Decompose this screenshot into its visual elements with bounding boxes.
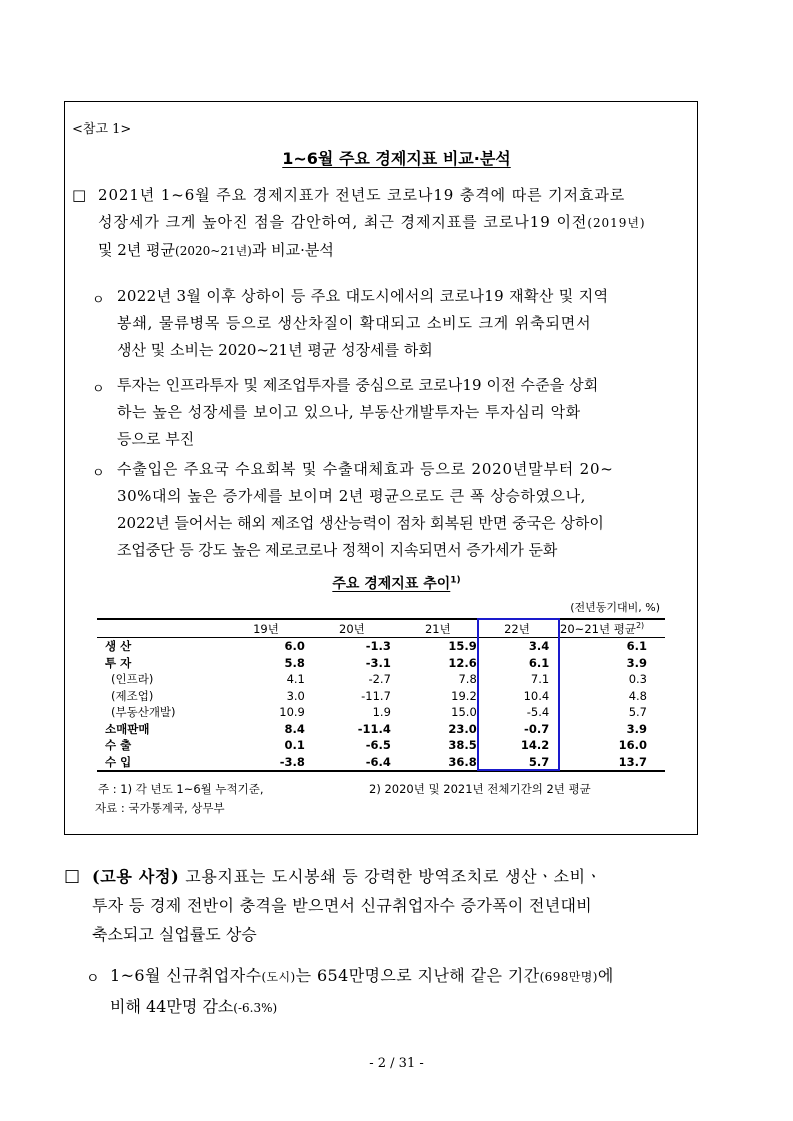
table-header-cell: 20년 [309,619,395,638]
table-cell: 8.4 [284,721,305,736]
table-row [97,754,665,772]
table-note-1: 주 : 1) 각 년도 1~6월 누적기준, [98,782,264,796]
table-note-2: 2) 2020년 및 2021년 전체기간의 2년 평균 [369,782,591,796]
table-header-cell [97,619,223,638]
table-row [97,671,665,688]
table-row [97,638,665,655]
table-cell: 19.2 [451,688,477,703]
table-cell: 23.0 [448,721,477,736]
table-cell: 4.8 [628,688,647,703]
table-cell: -6.4 [309,754,395,772]
table-cell: -3.8 [223,754,309,772]
table-header-cell: 19년 [223,619,309,638]
table-row [97,721,665,738]
table-title: 주요 경제지표 추이$^{1)}$ [332,575,461,592]
table-cell: -6.5 [365,738,391,753]
bullet-symbol: ㅇ [92,466,105,481]
table-unit: (전년동기대비, %) [570,601,660,614]
bullet-paragraph-1: 2022년 3월 이후 상하이 등 주요 대도시에서의 코로나19 재확산 및 지역 봉쇄, 물류병목 등으로 생산차질이 확대되고 소비도 크게 위축되면서 생산 및 소비는 2020~21년 평균 성장세를 하회 [117,287,609,359]
table-cell: 6.0 [284,639,305,654]
checkbox-symbol: □ [64,866,81,886]
row-label: 소매판매 [105,721,150,736]
box-title: 1~6월 주요 경제지표 비교·분석 [282,149,511,168]
table-header-cell: 21년 [395,619,481,638]
table-cell: 7.8 [458,672,477,687]
table-cell: 6.1 [626,639,647,654]
intro-paragraph: 2021년 1~6월 주요 경제지표가 전년도 코로나19 충격에 따른 기저효과로 성장세가 크게 높아진 점을 감안하여, 최근 경제지표를 코로나19 이전(2019년) 및 2년 평균(2020~21년)과 비교·분석 [98,186,646,259]
table-cell: 14.2 [520,738,550,753]
row-label: 수 입 [97,754,223,772]
bullet-paragraph-3: 수출입은 주요국 수요회복 및 수출대체효과 등으로 2020년말부터 20~ 30%대의 높은 증가세를 보이며 2년 평균으로도 큰 폭 상승하였으나, 2022년 들어서는 해외 제조업 생산능력이 점차 회복된 반면 중국은 상하이 조업중단 등 강도 높은 제로코로나 정책이 지속되면서 증가세가 둔화 [117,460,614,559]
employment-heading: (고용 사정) [92,867,180,886]
table-cell: -0.7 [524,721,550,736]
table-cell: 5.8 [284,655,305,670]
table-cell: 10.4 [523,688,550,703]
employment-paragraph: (고용 사정) 고용지표는 도시봉쇄 등 강력한 방역조치로 생산ㆍ소비ㆍ 투자 등 경제 전반이 충격을 받으면서 신규취업자수 증가폭이 전년대비 축소되고 실업률도 상승 [92,867,602,944]
table-cell: 4.1 [286,672,305,687]
page-number: - 2 / 31 - [369,1056,424,1071]
table-cell: 7.1 [530,672,550,687]
table-cell: 13.7 [553,754,665,772]
table-row [97,737,665,754]
table-cell: 3.0 [286,688,305,703]
table-cell: -11.4 [357,721,391,736]
table-cell: -5.4 [526,705,550,720]
reference-label: <참고 1> [72,122,132,137]
table-row [97,655,665,672]
table-cell: 0.1 [284,738,305,753]
table-cell: -1.3 [365,639,391,654]
table-header-cell: 22년 [481,619,553,638]
table-cell: 3.4 [528,639,550,654]
table-cell: 3.9 [626,655,647,670]
table-cell: 38.5 [448,738,477,753]
table-cell: -11.7 [361,688,391,703]
table-cell: 12.6 [448,655,477,670]
row-label: (제조업) [111,688,154,703]
checkbox-symbol: □ [72,186,87,204]
table-source: 자료 : 국가통계국, 상무부 [95,801,225,815]
table-cell: 1.9 [372,705,391,720]
table-cell: 10.9 [279,705,305,720]
indicator-table [97,618,665,772]
row-label: 생 산 [105,639,132,654]
row-label: 수 출 [105,738,132,753]
table-header-row [97,619,665,638]
table-cell: 5.7 [481,754,553,772]
table-cell: 15.0 [451,705,477,720]
bullet-paragraph-2: 투자는 인프라투자 및 제조업투자를 중심으로 코로나19 이전 수준을 상회 하는 높은 성장세를 보이고 있으나, 부동산개발투자는 투자심리 악화 등으로 부진 [117,376,599,448]
row-label: (부동산개발) [111,705,176,720]
table-cell: 6.1 [528,655,550,670]
table-cell: 15.9 [448,639,477,654]
bullet-symbol: ㅇ [92,293,105,308]
table-cell: 5.7 [628,705,647,720]
table-cell: 3.9 [626,721,647,736]
table-cell: -2.7 [368,672,391,687]
table-header-cell: 20~21년 평균$^{2)}$ [553,619,665,638]
row-label: 투 자 [105,655,132,670]
table-cell: 0.3 [628,672,647,687]
table-cell: -3.1 [365,655,391,670]
employment-bullet: 1~6월 신규취업자수(도시)는 654만명으로 지난해 같은 기간(698만명)에 비해 44만명 감소(-6.3%) [110,966,614,1016]
table-cell: 16.0 [618,738,647,753]
table-row [97,704,665,721]
table-row [97,688,665,705]
bullet-symbol: ㅇ [92,382,105,397]
row-label: (인프라) [111,672,154,687]
bullet-symbol: ㅇ [86,971,100,987]
table-cell: 36.8 [395,754,481,772]
